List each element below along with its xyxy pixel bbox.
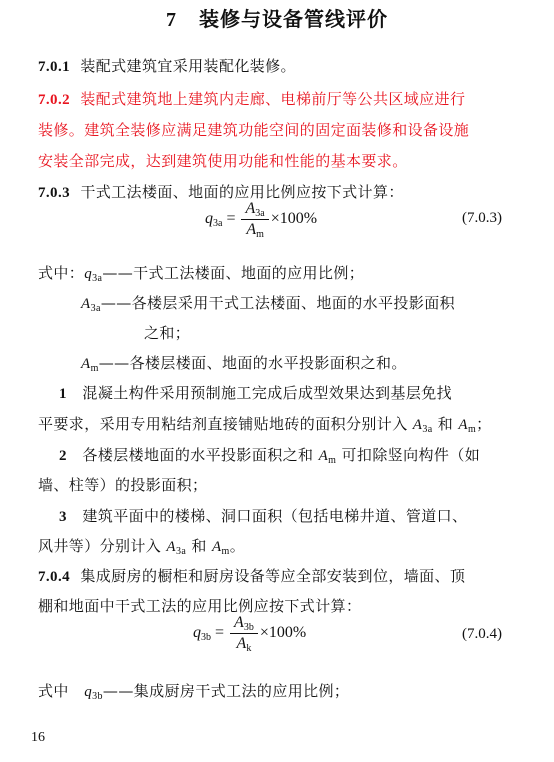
clause-number: 7.0.4 (38, 569, 70, 585)
symbol-sub: m (221, 546, 230, 557)
where-line-3 (81, 352, 407, 373)
note-number: 1 (59, 386, 67, 402)
symbol: A (81, 296, 91, 312)
note-text: 和 (186, 537, 212, 555)
clause-7-0-2-line2: 装修。建筑全装修应满足建筑功能空间的固定面装修和设备设施 (38, 121, 470, 139)
equation-7-0-3: q3a = $\frac{A3a}{Am}$ ×100% (205, 200, 318, 240)
symbol-sub: 3a (422, 424, 433, 435)
symbol-sub: m (467, 424, 477, 435)
section-title (0, 3, 554, 32)
where-lead: 式中 (38, 682, 85, 700)
note-text: 平要求，采用专用粘结剂直接铺贴地砖的面积分别计入 (38, 415, 413, 433)
clause-7-0-4-line1 (38, 565, 465, 586)
definition: ——各楼层楼面、地面的水平投影面积之和。 (98, 354, 407, 372)
page-number: 16 (31, 730, 45, 745)
symbol: A (166, 539, 176, 555)
note-text: 可扣除竖向构件（如 (336, 446, 481, 464)
eq-numerator: A (245, 200, 256, 217)
symbol: A (412, 417, 423, 433)
section-number: 7 (166, 9, 177, 31)
symbol: q (84, 266, 93, 282)
eq-lhs-sub: 3b (201, 632, 211, 644)
definition: ——集成厨房干式工法的应用比例； (102, 682, 350, 700)
clause-text: 装配式建筑宜采用装配化装修。 (80, 57, 296, 75)
symbol-sub: m (90, 363, 99, 374)
clause-number: 7.0.2 (38, 92, 70, 108)
note-text: ； (476, 415, 492, 433)
note-text: 风井等）分别计入 (38, 537, 167, 555)
clause-text: 装配式建筑地上建筑内走廊、电梯前厅等公共区域应进行 (80, 90, 466, 108)
eq-multiplier: ×100% (270, 210, 318, 228)
definition: ——干式工法楼面、地面的应用比例； (102, 264, 365, 282)
eq-lhs: q (205, 210, 213, 228)
section-title-text: 装修与设备管线评价 (199, 7, 388, 31)
eq-numerator-sub: 3b (243, 622, 254, 633)
symbol-sub: m (328, 455, 337, 466)
where-line-2 (81, 292, 455, 313)
where-704-line-1 (38, 680, 349, 701)
note-text: 建筑平面中的楼梯、洞口面积（包括电梯井道、管道口、 (82, 507, 468, 525)
eq-multiplier: ×100% (259, 624, 307, 642)
symbol: A (318, 448, 329, 464)
clause-7-0-1 (38, 55, 296, 76)
note-3-line2 (38, 535, 245, 556)
note-1-line1 (59, 382, 452, 403)
note-number: 3 (59, 509, 67, 525)
clause-text: 干式工法楼面、地面的应用比例应按下式计算： (80, 183, 404, 201)
clause-7-0-4-line2: 棚和地面中干式工法的应用比例应按下式计算： (38, 597, 362, 615)
note-text: 各楼层楼地面的水平投影面积之和 (82, 446, 319, 464)
symbol: A (458, 417, 468, 433)
eq-fraction (230, 614, 258, 653)
definition: ——各楼层采用干式工法楼面、地面的水平投影面积 (100, 294, 456, 312)
note-text: 和 (432, 415, 459, 433)
equation-number-7-0-3: (7.0.3) (462, 210, 502, 226)
note-1-line2 (38, 413, 492, 434)
eq-denominator-sub: k (246, 643, 252, 654)
symbol: q (84, 684, 93, 700)
eq-numerator-sub: 3a (255, 208, 265, 219)
where-line-1 (38, 262, 364, 283)
where-line-2-cont: 之和； (144, 324, 191, 342)
eq-denominator-sub: m (256, 229, 264, 240)
clause-number: 7.0.3 (38, 185, 70, 201)
note-2-line1 (59, 444, 480, 465)
eq-numerator: A (234, 614, 244, 631)
note-2-line2: 墙、柱等）的投影面积； (38, 476, 208, 494)
clause-number: 7.0.1 (38, 59, 70, 75)
note-text: 。 (229, 537, 246, 555)
equation-number-7-0-4: (7.0.4) (462, 626, 502, 642)
note-text: 混凝土构件采用预制施工完成后成型效果达到基层免找 (82, 384, 453, 402)
symbol-sub: 3a (92, 273, 103, 284)
symbol-sub: 3a (175, 546, 187, 557)
equation-7-0-4: q3b = $\frac{A3b}{Ak}$ ×100% (193, 614, 307, 654)
note-3-line1 (59, 505, 467, 526)
clause-7-0-2-line3: 安装全部完成，达到建筑使用功能和性能的基本要求。 (38, 152, 408, 170)
eq-denominator: A (236, 635, 247, 652)
eq-lhs-sub: 3a (213, 218, 223, 230)
clause-7-0-2-line1 (38, 88, 465, 109)
symbol-sub: 3b (92, 691, 103, 702)
eq-fraction (241, 200, 268, 239)
clause-7-0-3 (38, 181, 404, 202)
symbol: A (211, 539, 222, 555)
eq-denominator: A (246, 221, 257, 238)
note-number: 2 (59, 448, 67, 464)
symbol-sub: 3a (90, 303, 101, 314)
eq-lhs: q (193, 624, 201, 642)
symbol: A (81, 356, 91, 372)
where-lead: 式中： (38, 264, 85, 282)
clause-text: 集成厨房的橱柜和厨房设备等应全部安装到位，墙面、顶 (80, 567, 466, 585)
